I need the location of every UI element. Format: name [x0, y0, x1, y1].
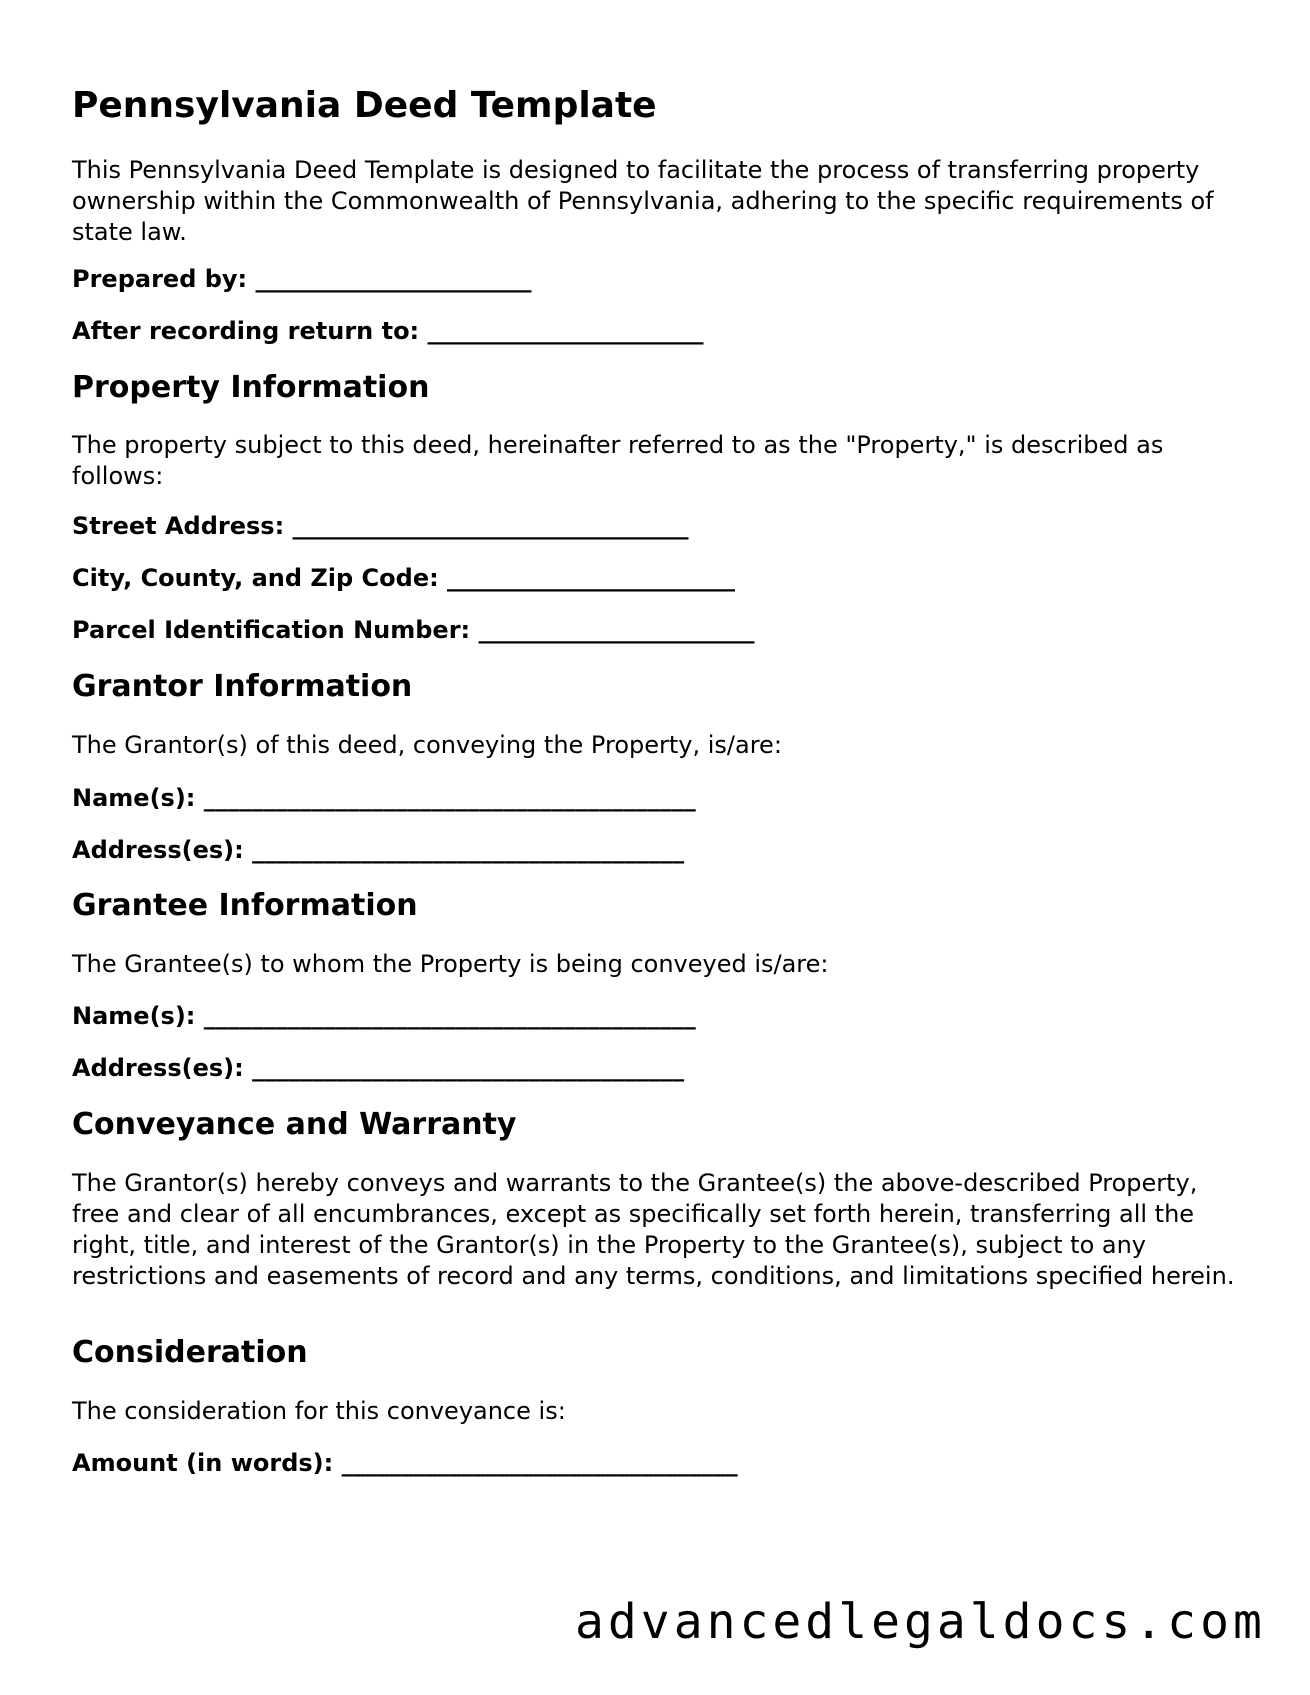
consideration-paragraph: The consideration for this conveyance is:	[72, 1397, 566, 1425]
watermark-text: advancedlegaldocs.com	[575, 1594, 1266, 1650]
grantor-heading: Grantor Information	[72, 669, 413, 704]
prepared-by-field: Prepared by: _______________________	[72, 265, 532, 293]
grantee-heading: Grantee Information	[72, 888, 418, 923]
consideration-heading: Consideration	[72, 1335, 308, 1370]
grantee-paragraph: The Grantee(s) to whom the Property is being conveyed is/are:	[72, 950, 829, 978]
grantee-names-field: Name(s): _________________________________________	[72, 1002, 696, 1030]
city-county-zip-field: City, County, and Zip Code: ________________________	[72, 564, 736, 592]
intro-paragraph: This Pennsylvania Deed Template is designed to facilitate the process of transferring property ownership within the Commonwealth of Pennsylvania, adhering to the specific requirements of state law.	[72, 156, 1214, 246]
conveyance-heading: Conveyance and Warranty	[72, 1107, 517, 1142]
return-to-field: After recording return to: _______________________	[72, 317, 704, 345]
street-address-field: Street Address: _________________________________	[72, 512, 689, 540]
conveyance-paragraph: The Grantor(s) hereby conveys and warrants to the Grantee(s) the above-described Property, free and clear of all encumbrances, except as specifically set forth herein, transferring all the right, title, and interest of the Grantor(s) in the Property to the Grantee(s), subject to any restrictions and easements of record and any terms, conditions, and limitations specified herein.	[72, 1169, 1235, 1290]
grantor-paragraph: The Grantor(s) of this deed, conveying the Property, is/are:	[72, 731, 782, 759]
property-heading: Property Information	[72, 370, 430, 405]
grantor-names-field: Name(s): _________________________________________	[72, 784, 696, 812]
grantee-addresses-field: Address(es): ____________________________________	[72, 1054, 685, 1082]
amount-words-field: Amount (in words): _________________________________	[72, 1449, 738, 1477]
property-paragraph: The property subject to this deed, hereinafter referred to as the "Property," is described as follows:	[72, 431, 1164, 490]
document-title: Pennsylvania Deed Template	[72, 85, 657, 126]
parcel-number-field: Parcel Identification Number: _______________________	[72, 616, 755, 644]
grantor-addresses-field: Address(es): ____________________________________	[72, 836, 685, 864]
